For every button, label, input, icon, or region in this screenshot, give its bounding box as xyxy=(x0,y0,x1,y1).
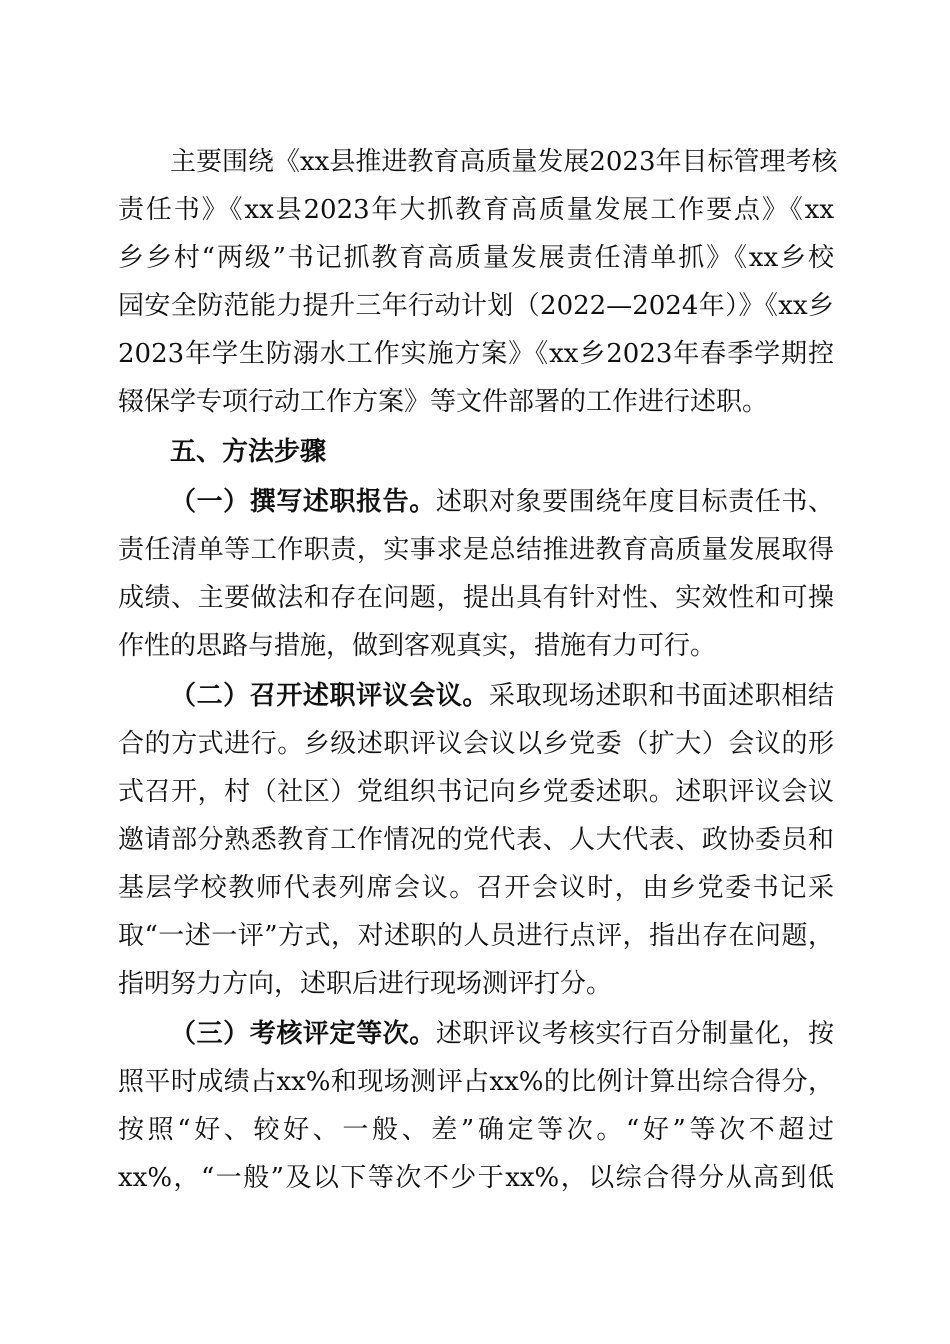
paragraph-line: 辍保学专项行动工作方案》等文件部署的工作进行述职。 xyxy=(118,387,769,417)
paragraph-line: 责任书》《xx县2023年大抓教育高质量发展工作要点》《xx xyxy=(118,195,834,225)
paragraph-line: xx%，“一般”及以下等次不少于xx%，以综合得分从高到低 xyxy=(118,1163,834,1193)
paragraph-line: 照平时成绩占xx%和现场测评占xx%的比例计算出综合得分， xyxy=(118,1067,834,1097)
paragraph-line: 2023年学生防溺水工作实施方案》《xx乡2023年春季学期控 xyxy=(118,339,834,369)
step-first-line xyxy=(170,676,834,716)
step-text: 采取现场述职和书面述职相结 xyxy=(489,681,834,711)
step-lead: （二）召开述职评议会议。 xyxy=(170,681,489,711)
paragraph-line: 作性的思路与措施，做到客观真实，措施有力可行。 xyxy=(118,631,717,661)
step-text: 述职评议考核实行百分制量化，按 xyxy=(435,1019,834,1049)
paragraph-line: 合的方式进行。乡级述职评议会议以乡党委（扩大）会议的形 xyxy=(118,729,834,759)
paragraph-line: 式召开，村（社区）党组织书记向乡党委述职。述职评议会议 xyxy=(118,777,834,807)
paragraph-line: 成绩、主要做法和存在问题，提出具有针对性、实效性和可操 xyxy=(118,583,834,613)
paragraph-line: 基层学校教师代表列席会议。召开会议时，由乡党委书记采 xyxy=(118,873,834,903)
paragraph-line: 责任清单等工作职责，实事求是总结推进教育高质量发展取得 xyxy=(118,535,834,565)
paragraph-line: 按照“好、较好、一般、差”确定等次。“好”等次不超过 xyxy=(118,1115,834,1145)
step-first-line xyxy=(170,482,834,522)
paragraph-line: 主要围绕《xx县推进教育高质量发展2023年目标管理考核 xyxy=(170,147,838,177)
step-lead: （一）撰写述职报告。 xyxy=(170,487,436,517)
step-text: 述职对象要围绕年度目标责任书、 xyxy=(435,487,834,517)
step-first-line xyxy=(170,1014,834,1054)
paragraph-line: 取“一述一评”方式，对述职的人员进行点评，指出存在问题， xyxy=(118,921,834,951)
paragraph-line: 邀请部分熟悉教育工作情况的党代表、人大代表、政协委员和 xyxy=(118,825,834,855)
section-heading: 五、方法步骤 xyxy=(170,437,327,467)
paragraph-line: 指明努力方向，述职后进行现场测评打分。 xyxy=(118,969,613,999)
step-lead: （三）考核评定等次。 xyxy=(170,1019,436,1049)
paragraph-line: 乡乡村“两级”书记抓教育高质量发展责任清单抓》《xx乡校 xyxy=(118,243,834,273)
paragraph-line: 园安全防范能力提升三年行动计划（2022—2024年）》《xx乡 xyxy=(118,291,834,321)
